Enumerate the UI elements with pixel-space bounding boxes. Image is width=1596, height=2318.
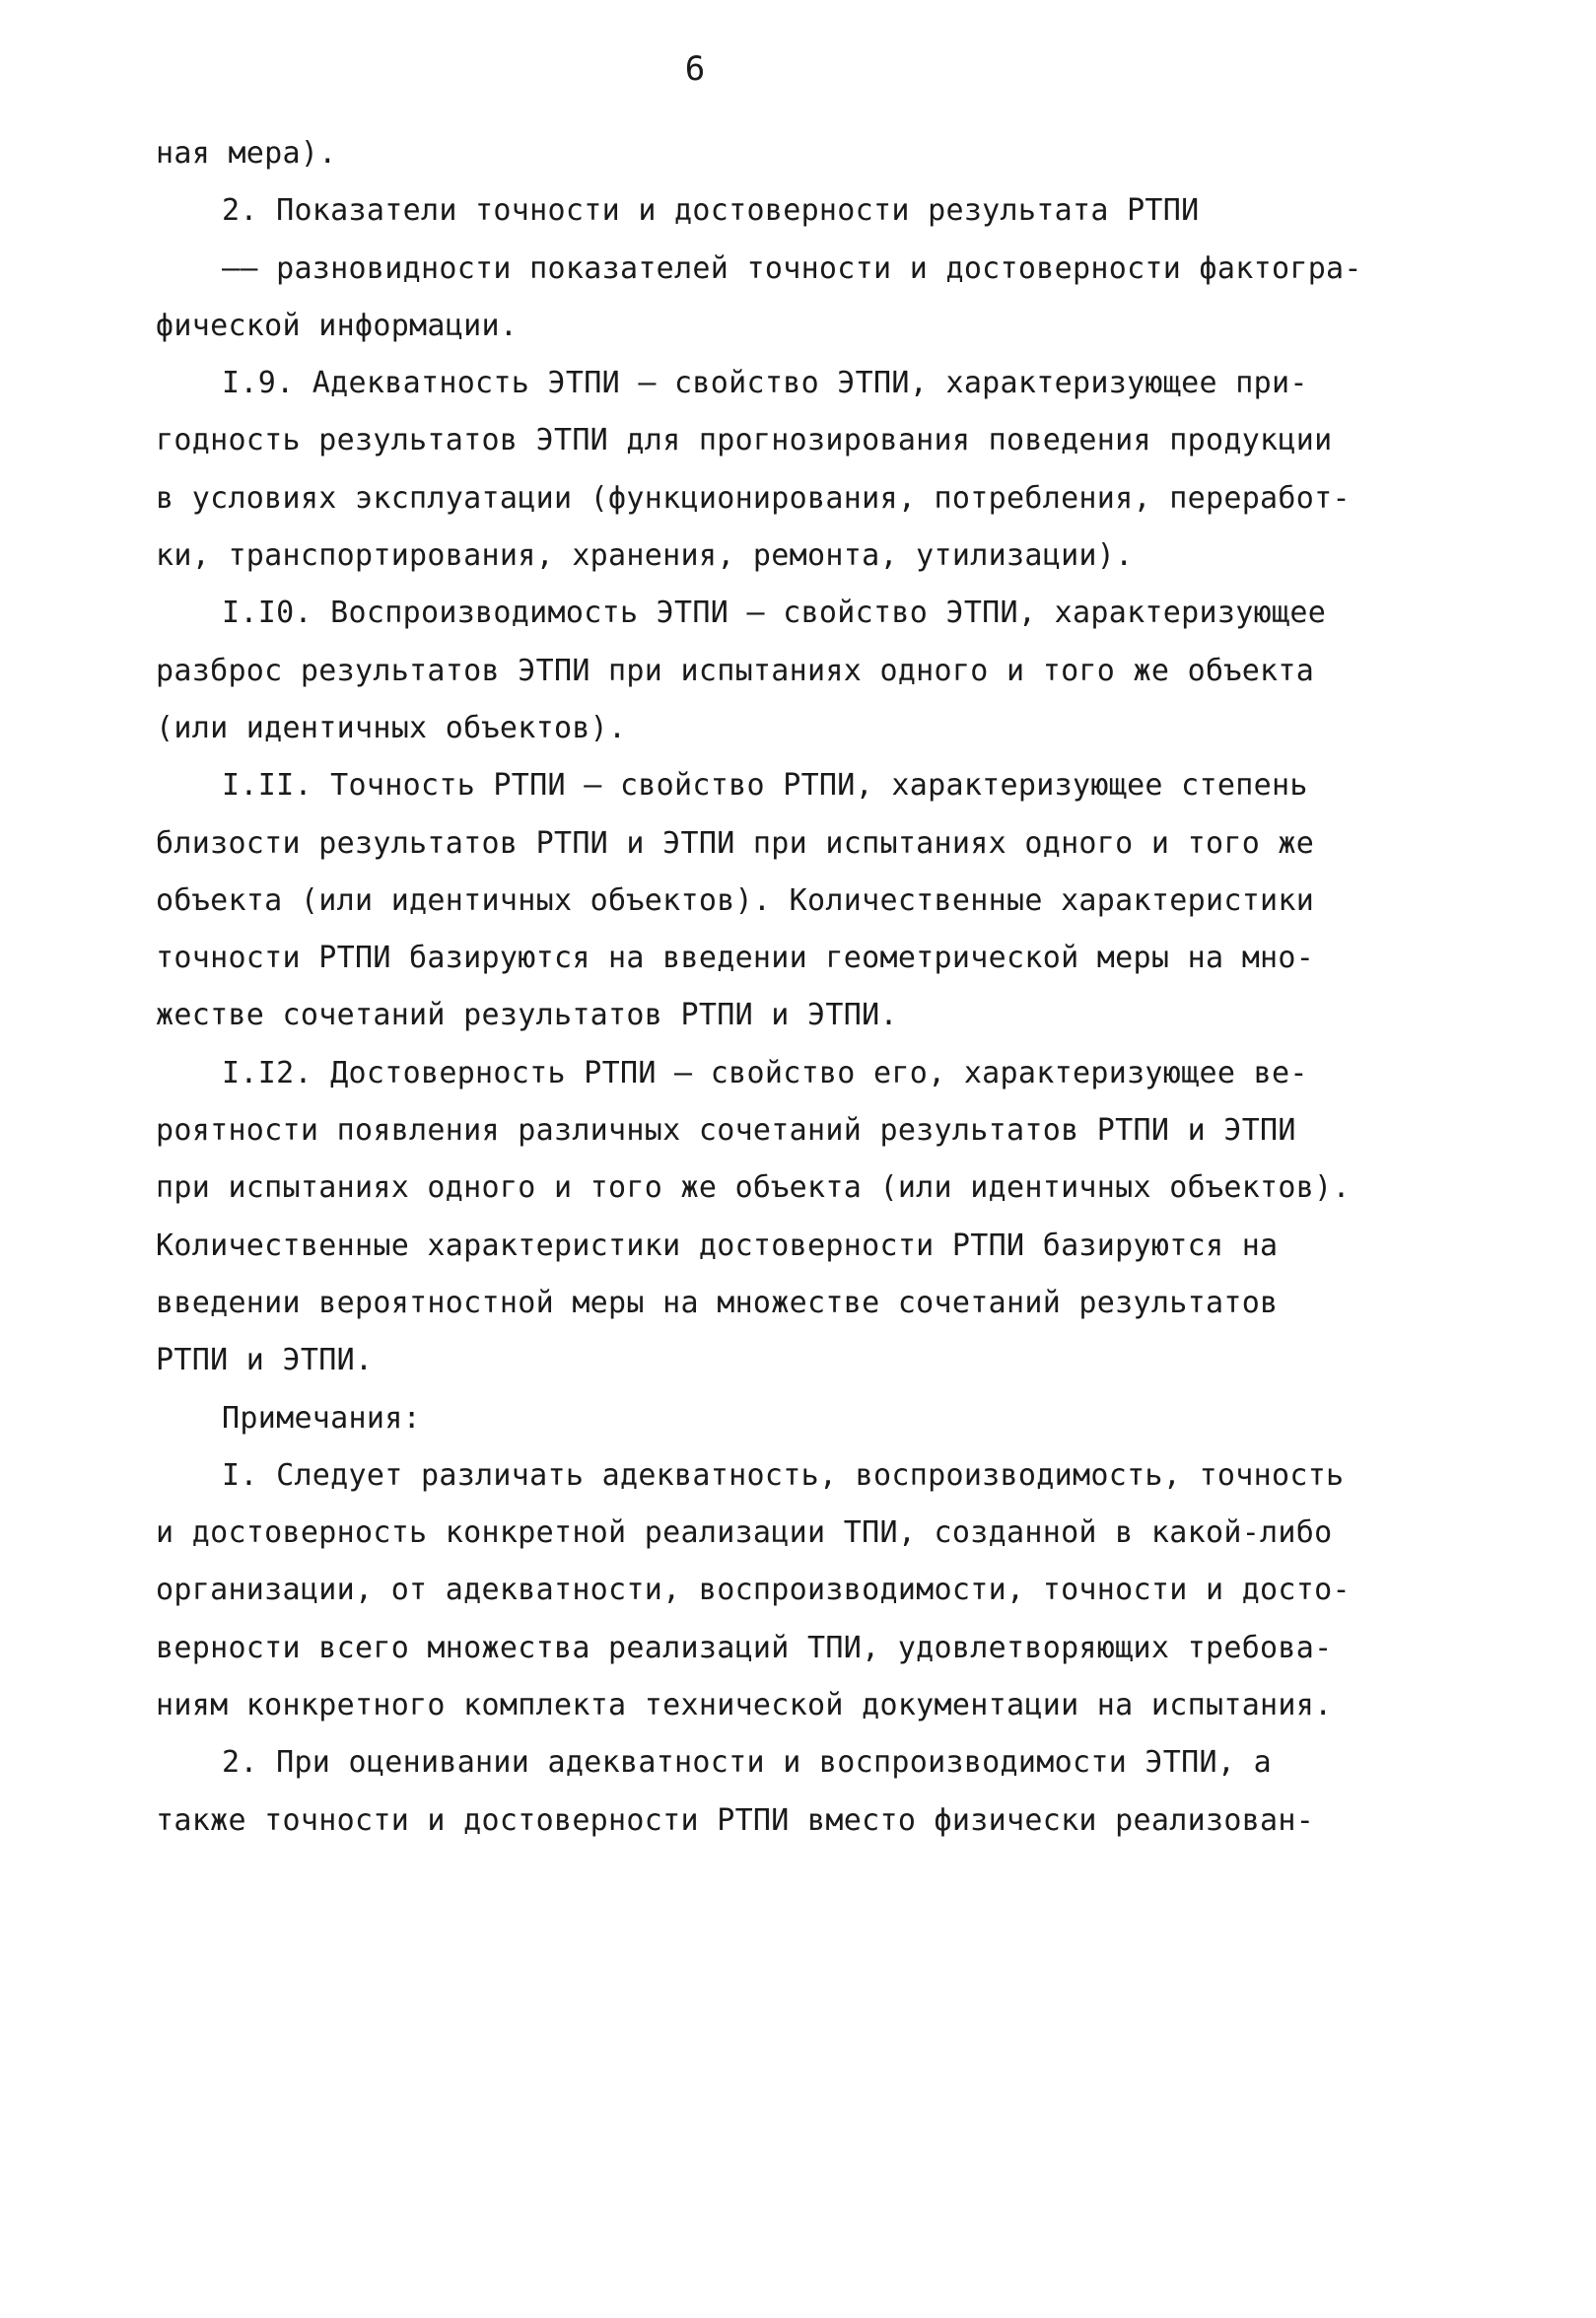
text-line: I.9. Адекватность ЭТПИ – свойство ЭТПИ, характеризующее при- bbox=[222, 366, 1308, 401]
text-line: 2. Показатели точности и достоверности результата РТПИ bbox=[222, 193, 1200, 229]
text-line: 2. При оценивании адекватности и воспроизводимости ЭТПИ, а bbox=[222, 1745, 1272, 1781]
text-line: точности РТПИ базируются на введении геометрической меры на мно- bbox=[156, 941, 1315, 976]
page-number: 6 bbox=[684, 49, 706, 89]
text-line: РТПИ и ЭТПИ. bbox=[156, 1343, 374, 1378]
text-line: фической информации. bbox=[156, 308, 519, 343]
text-line: близости результатов РТПИ и ЭТПИ при испытаниях одного и того же bbox=[156, 825, 1315, 861]
text-line: –– разновидности показателей точности и достоверности фактогра- bbox=[222, 250, 1362, 286]
text-line: также точности и достоверности РТПИ вместо физически реализован- bbox=[156, 1802, 1315, 1838]
text-line: введении вероятностной меры на множестве сочетаний результатов bbox=[156, 1285, 1279, 1320]
text-line: I.I2. Достоверность РТПИ – свойство его, характеризующее ве- bbox=[222, 1055, 1308, 1090]
text-line: и достоверность конкретной реализации ТПИ, созданной в какой-либо bbox=[156, 1515, 1333, 1551]
text-line: организации, от адекватности, воспроизводимости, точности и досто- bbox=[156, 1573, 1351, 1608]
text-line: ная мера). bbox=[156, 136, 337, 171]
text-line: верности всего множества реализаций ТПИ, удовлетворяющих требова- bbox=[156, 1630, 1333, 1665]
text-line: I.II. Точность РТПИ – свойство РТПИ, характеризующее степень bbox=[222, 768, 1308, 804]
text-line: роятности появления различных сочетаний результатов РТПИ и ЭТПИ bbox=[156, 1113, 1296, 1149]
text-line: ниям конкретного комплекта технической документации на испытания. bbox=[156, 1688, 1333, 1723]
text-line: при испытаниях одного и того же объекта (или идентичных объектов). bbox=[156, 1170, 1351, 1206]
text-line: I.I0. Воспроизводимость ЭТПИ – свойство ЭТПИ, характеризующее bbox=[222, 596, 1327, 631]
text-line: жестве сочетаний результатов РТПИ и ЭТПИ. bbox=[156, 998, 898, 1033]
text-line: (или идентичных объектов). bbox=[156, 710, 627, 745]
text-line: в условиях эксплуатации (функционирования, потребления, переработ- bbox=[156, 480, 1351, 516]
text-line: Количественные характеристики достоверности РТПИ базируются на bbox=[156, 1228, 1279, 1263]
document-body bbox=[156, 125, 1362, 1850]
text-line: разброс результатов ЭТПИ при испытаниях одного и того же объекта bbox=[156, 653, 1315, 688]
text-line: годность результатов ЭТПИ для прогнозирования поведения продукции bbox=[156, 423, 1333, 458]
text-line: ки, транспортирования, хранения, ремонта, утилизации). bbox=[156, 538, 1134, 574]
text-line: объекта (или идентичных объектов). Количественные характеристики bbox=[156, 882, 1315, 918]
text-line: Примечания: bbox=[222, 1400, 421, 1436]
text-line: I. Следует различать адекватность, воспроизводимость, точность bbox=[222, 1457, 1345, 1493]
